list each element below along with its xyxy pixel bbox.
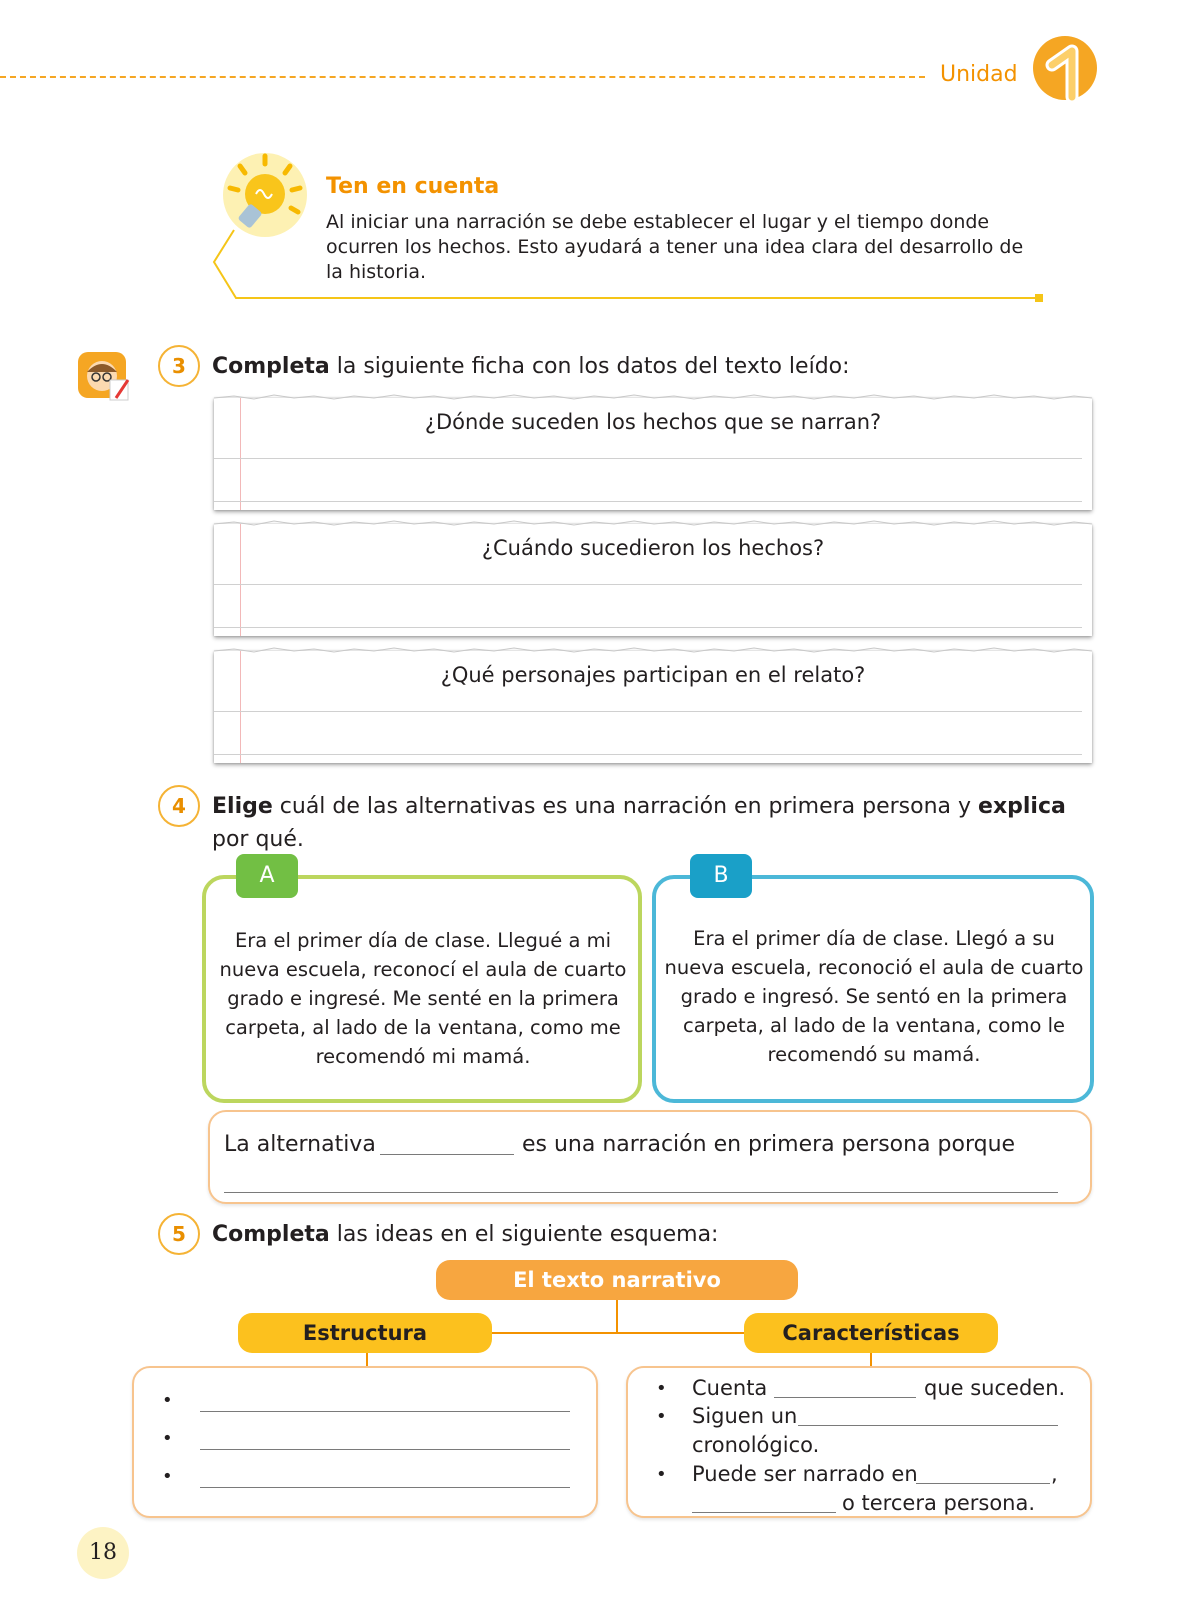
list-bullet: • (162, 1428, 173, 1449)
student-writing-icon (76, 350, 134, 402)
option-a-text: Era el primer día de clase. Llegué a mi nueva escuela, reconocí el aula de cuarto grado e ingresé. Me senté en la primera carpeta, al lado de la ventana, como me recomendó mi mamá. (219, 929, 627, 1068)
unit-label: Unidad (940, 62, 1018, 87)
question-characters: ¿Qué personajes participan en el relato? (440, 663, 866, 687)
characteristic-3-blank-1[interactable] (916, 1483, 1050, 1484)
unit-number-badge (1032, 35, 1098, 101)
characteristic-2-end: cronológico. (692, 1433, 820, 1457)
activity-4-number: 4 (158, 785, 200, 827)
page-number: 18 (89, 1540, 117, 1565)
diagram-connector (870, 1353, 872, 1367)
diagram-connector (616, 1300, 618, 1333)
answer-suffix: es una narración en primera persona porque (522, 1132, 1016, 1157)
answer-prefix: La alternativa (224, 1132, 376, 1157)
answer-box (208, 1110, 1092, 1204)
characteristic-1-end: que suceden. (924, 1376, 1066, 1400)
characteristic-3-end: o tercera persona. (842, 1491, 1036, 1515)
writing-line[interactable] (214, 627, 1082, 628)
list-bullet: • (162, 1466, 173, 1487)
activity-3-instruction (212, 350, 1082, 383)
activity-3-text: la siguiente ficha con los datos del texto leído: (329, 354, 850, 379)
answer-blank-reason[interactable] (224, 1192, 1058, 1193)
characteristic-1-start: Cuenta (692, 1376, 768, 1400)
list-bullet: • (656, 1378, 667, 1399)
diagram-root-node: El texto narrativo (436, 1260, 798, 1300)
activity-5-text: las ideas en el siguiente esquema: (329, 1222, 719, 1247)
structure-blank-1[interactable] (200, 1411, 570, 1412)
tip-text: Al iniciar una narración se debe establecer el lugar y el tiempo donde ocurren los hechos. Esto ayudará a tener una idea clara del desarrollo de la historia. (326, 211, 1024, 283)
torn-edge (214, 394, 1092, 400)
answer-card-where (214, 398, 1092, 510)
characteristic-2-start: Siguen un (692, 1404, 798, 1428)
characteristic-2-blank[interactable] (798, 1425, 1058, 1426)
writing-line[interactable] (214, 458, 1082, 459)
structure-list-box (132, 1366, 598, 1518)
activity-3-verb: Completa (212, 354, 330, 379)
answer-blank-option[interactable] (380, 1154, 514, 1155)
list-bullet: • (656, 1406, 667, 1427)
activity-5-instruction (212, 1218, 1082, 1251)
structure-blank-2[interactable] (200, 1449, 570, 1450)
question-when: ¿Cuándo sucedieron los hechos? (481, 536, 825, 560)
characteristic-3-comma: , (1051, 1462, 1058, 1486)
lightbulb-icon (218, 148, 312, 242)
header-dashed-line (0, 76, 925, 78)
writing-line[interactable] (214, 754, 1082, 755)
characteristic-1-blank[interactable] (774, 1397, 916, 1398)
diagram-connector (492, 1332, 744, 1334)
diagram-structure-node: Estructura (238, 1313, 492, 1353)
option-b-text: Era el primer día de clase. Llegó a su nueva escuela, reconoció el aula de cuarto grado e ingresó. Se sentó en la primera carpeta, al lado de la ventana, como le recomendó su mamá. (664, 927, 1084, 1066)
activity-4-instruction (212, 790, 1092, 856)
activity-4-verb: Elige (212, 794, 273, 819)
torn-edge (214, 647, 1092, 653)
tip-title: Ten en cuenta (326, 174, 500, 199)
writing-line[interactable] (214, 584, 1082, 585)
activity-5-verb: Completa (212, 1222, 330, 1247)
writing-line[interactable] (214, 501, 1082, 502)
activity-4-text-2: por qué. (212, 827, 304, 852)
option-b-tab[interactable]: B (690, 854, 752, 898)
option-a-tab[interactable]: A (236, 854, 298, 898)
torn-edge (214, 520, 1092, 526)
diagram-characteristics-node: Características (744, 1313, 998, 1353)
characteristic-3-start: Puede ser narrado en (692, 1462, 918, 1486)
writing-line[interactable] (214, 711, 1082, 712)
activity-5-number: 5 (158, 1213, 200, 1255)
question-where: ¿Dónde suceden los hechos que se narran? (424, 410, 882, 434)
activity-3-number: 3 (158, 345, 200, 387)
activity-4-text: cuál de las alternativas es una narración en primera persona y (272, 794, 979, 819)
list-bullet: • (656, 1464, 667, 1485)
activity-4-verb-2: explica (978, 794, 1066, 819)
answer-card-characters (214, 651, 1092, 763)
answer-card-when (214, 524, 1092, 636)
structure-blank-3[interactable] (200, 1487, 570, 1488)
characteristic-3-blank-2[interactable] (692, 1512, 836, 1513)
diagram-connector (366, 1353, 368, 1367)
list-bullet: • (162, 1390, 173, 1411)
